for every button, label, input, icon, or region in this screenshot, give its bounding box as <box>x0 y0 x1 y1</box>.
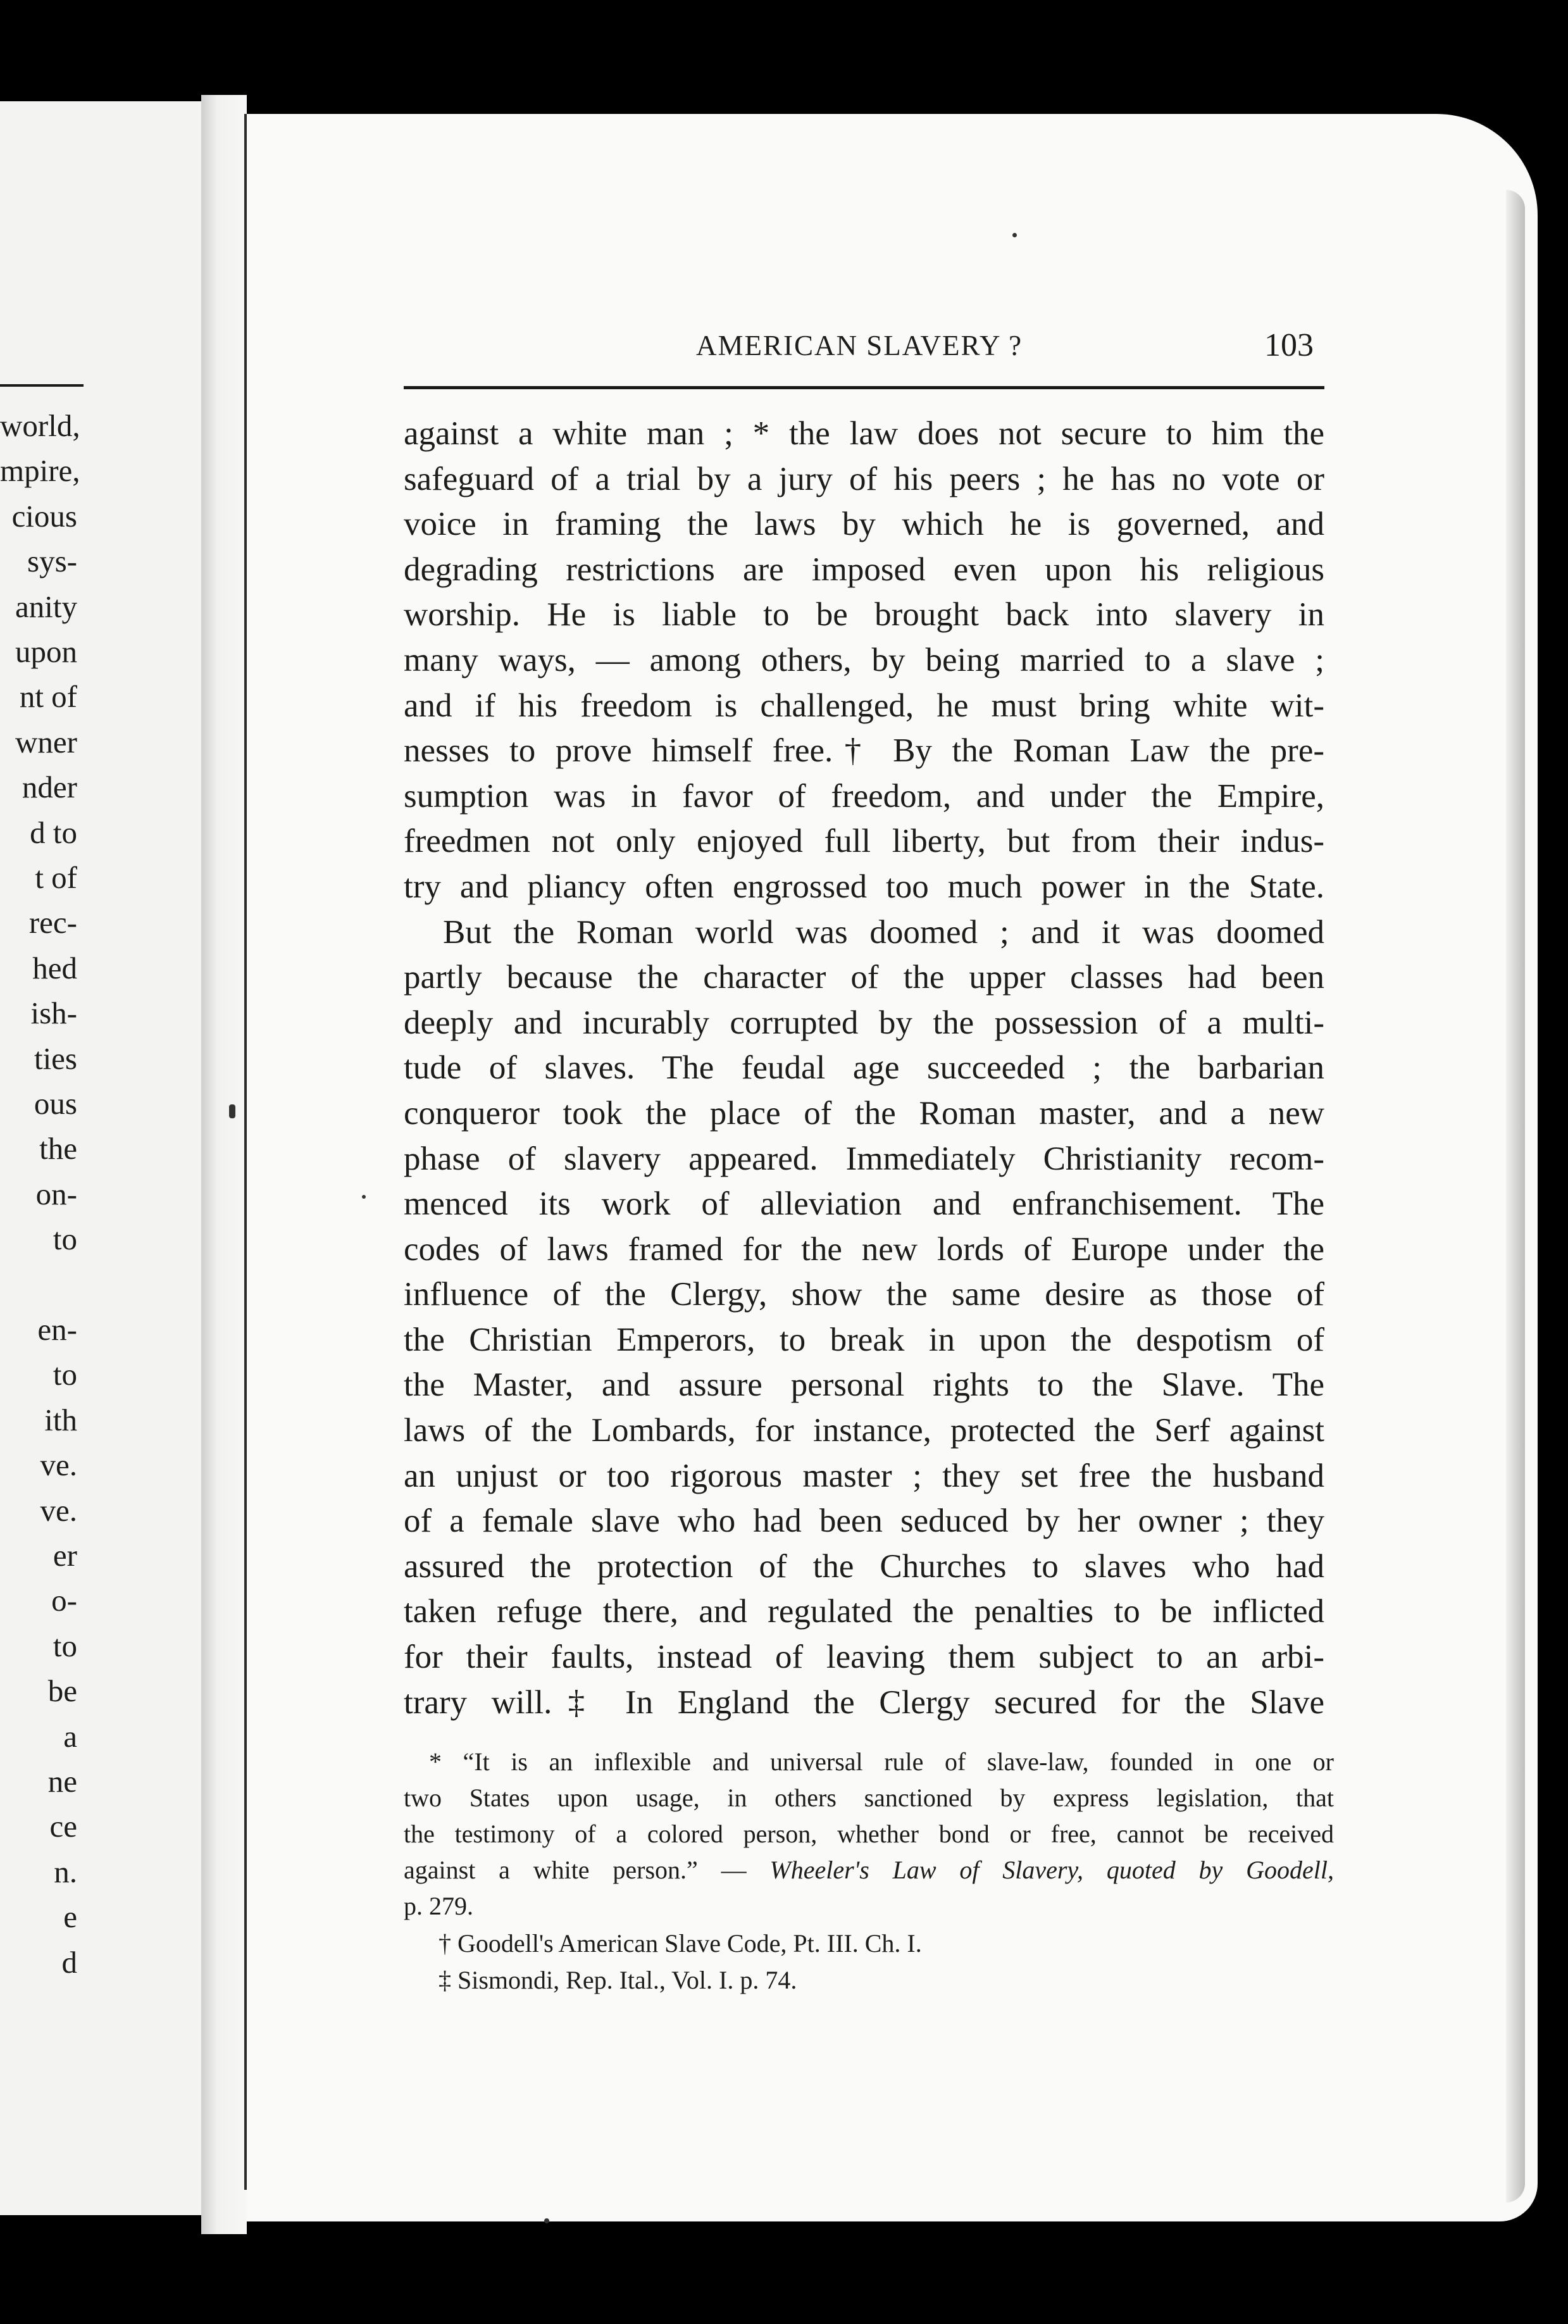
previous-page-fragment: er <box>53 1538 77 1573</box>
previous-page-fragment: to <box>53 1628 77 1663</box>
text-line: tude of slaves. The feudal age succeeded ; the barbarian <box>404 1049 1324 1087</box>
footnote-star-line: the testimony of a colored person, whether bond or free, cannot be received <box>404 1820 1334 1848</box>
previous-page-fragment: mpire, <box>0 453 80 489</box>
body-text <box>404 411 1324 1725</box>
footnote-star-citation: Wheeler's Law of Slavery, quoted by Goodell, <box>769 1856 1334 1884</box>
text-line: against a white man ; * the law does not secure to him the <box>404 415 1324 452</box>
print-speck <box>544 2218 549 2223</box>
text-line: influence of the Clergy, show the same desire as those of <box>404 1276 1324 1313</box>
print-speck <box>362 1195 366 1199</box>
text-line: codes of laws framed for the new lords of Europe under the <box>404 1230 1324 1268</box>
text-line: nesses to prove himself free.† By the Roman Law the pre- <box>404 732 1324 770</box>
text-line: of a female slave who had been seduced by her owner ; they <box>404 1502 1324 1540</box>
previous-page-fragment: hed <box>32 950 77 985</box>
footnote-star-line <box>404 1852 1334 1888</box>
previous-page-fragment: n. <box>54 1854 77 1889</box>
previous-page-fragment: ish- <box>30 996 77 1031</box>
previous-page-fragment: be <box>47 1673 77 1709</box>
text-line: safeguard of a trial by a jury of his peers ; he has no vote or <box>404 460 1324 497</box>
footnote-dagger: † Goodell's American Slave Code, Pt. III. Ch. I. <box>439 1929 922 1958</box>
previous-page-fragment: to <box>53 1221 77 1257</box>
footnote-star-text: against a white person.” — <box>404 1856 770 1884</box>
previous-page-fragment: ous <box>34 1086 77 1121</box>
previous-page-fragment: e <box>63 1899 77 1935</box>
previous-page-fragment: ve. <box>40 1447 77 1483</box>
text-line: freedmen not only enjoyed full liberty, but from their indus- <box>404 823 1324 860</box>
previous-page-fragment: nt of <box>19 679 77 715</box>
previous-page-fragment: upon <box>15 634 77 669</box>
previous-page-fragment: t of <box>35 860 77 895</box>
previous-page-fragment: d to <box>30 815 77 850</box>
previous-page-fragment: rec- <box>28 905 77 940</box>
footnote-double-dagger: ‡ Sismondi, Rep. Ital., Vol. I. p. 74. <box>439 1966 797 1994</box>
text-line: worship. He is liable to be brought back into slavery in <box>404 596 1324 634</box>
text-line: laws of the Lombards, for instance, protected the Serf against <box>404 1412 1324 1449</box>
text-line: sumption was in favor of freedom, and under the Empire, <box>404 777 1324 815</box>
previous-page-fragment: o- <box>51 1583 77 1618</box>
previous-page-rule <box>0 384 84 387</box>
text-line: try and pliancy often engrossed too much power in the State. <box>404 868 1324 905</box>
previous-page-fragment: ce <box>49 1809 77 1844</box>
text-line: But the Roman world was doomed ; and it was doomed <box>443 913 1324 951</box>
text-line: the Christian Emperors, to break in upon the despotism of <box>404 1321 1324 1358</box>
previous-page-fragment: nder <box>22 770 77 805</box>
text-line: assured the protection of the Churches to slaves who had <box>404 1547 1324 1585</box>
print-speck <box>1012 233 1017 237</box>
text-line: conqueror took the place of the Roman master, and a new <box>404 1094 1324 1132</box>
text-line: deeply and incurably corrupted by the possession of a multi- <box>404 1004 1324 1041</box>
previous-page-fragment: the <box>39 1131 77 1166</box>
previous-page-fragment: ties <box>34 1040 77 1076</box>
previous-page-fragment: ve. <box>40 1492 77 1528</box>
text-line: degrading restrictions are imposed even upon his religious <box>404 551 1324 588</box>
previous-page-fragment: d <box>61 1944 77 1980</box>
previous-page-fragment: on- <box>35 1176 77 1211</box>
footnote-star-page: p. 279. <box>404 1892 473 1920</box>
footnote-star-line: * “It is an inflexible and universal rule of slave-law, founded in one or <box>429 1747 1334 1776</box>
text-line: trary will.‡ In England the Clergy secured for the Slave <box>404 1684 1324 1721</box>
text-line: for their faults, instead of leaving them subject to an arbi- <box>404 1639 1324 1676</box>
previous-page-fragment: wner <box>15 724 77 759</box>
text-line: the Master, and assure personal rights to the Slave. The <box>404 1366 1324 1404</box>
text-line: many ways, — among others, by being married to a slave ; <box>404 641 1324 678</box>
text-line: menced its work of alleviation and enfranchisement. The <box>404 1185 1324 1223</box>
previous-page-fragment: ith <box>44 1402 77 1437</box>
text-line: partly because the character of the upper classes had been <box>404 959 1324 996</box>
book-gutter <box>201 95 247 2234</box>
running-title: AMERICAN SLAVERY ? <box>696 330 1023 361</box>
text-line: taken refuge there, and regulated the penalties to be inflicted <box>404 1593 1324 1630</box>
page-number: 103 <box>1264 327 1314 363</box>
print-speck <box>229 1104 235 1118</box>
previous-page-fragment: sys- <box>27 544 77 579</box>
previous-page-fragment: to <box>53 1357 77 1392</box>
previous-page-fragment: ne <box>47 1764 77 1799</box>
text-line: phase of slavery appeared. Immediately Christianity recom- <box>404 1140 1324 1177</box>
text-line: an unjust or too rigorous master ; they set free the husband <box>404 1457 1324 1494</box>
header-rule <box>404 386 1324 389</box>
footnote-star-line: two States upon usage, in others sanctioned by express legislation, that <box>404 1784 1334 1812</box>
previous-page-fragment: cious <box>11 498 77 534</box>
previous-page-fragment: en- <box>37 1312 77 1347</box>
text-line: voice in framing the laws by which he is governed, and <box>404 506 1324 543</box>
text-line: and if his freedom is challenged, he must bring white wit- <box>404 687 1324 724</box>
previous-page-fragment: anity <box>15 589 77 624</box>
previous-page-fragment: a <box>63 1718 77 1754</box>
previous-page-fragment: world, <box>0 408 80 443</box>
page-edge <box>1506 190 1525 2202</box>
footnotes <box>404 1744 1334 1999</box>
